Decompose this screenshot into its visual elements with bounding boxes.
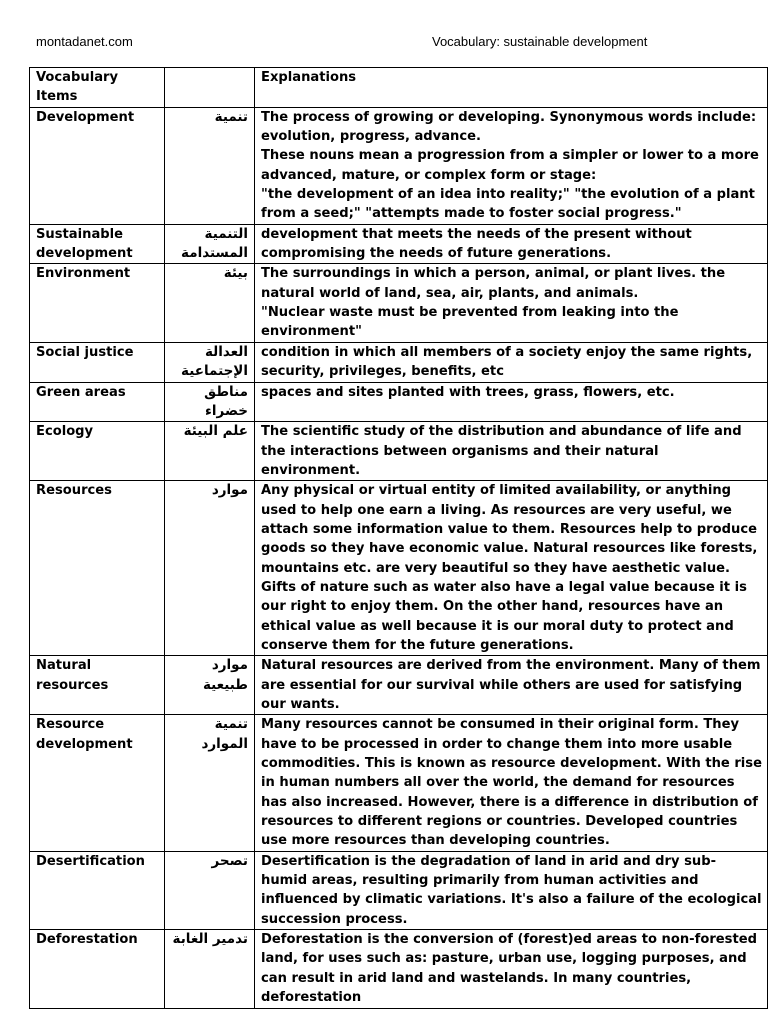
table-row	[30, 851, 768, 929]
table-row	[30, 715, 768, 851]
term-explanation: The process of growing or developing. Synonymous words include: evolution, progress, advance. These nouns mean a progression from a simpler or lower to a more advanced, mature, or complex form or stage: "the development of an idea into reality;" "the evolution of a plant from a seed;" "attempts made to foster social progress."	[255, 107, 768, 224]
page-topic: Vocabulary: sustainable development	[432, 34, 648, 49]
term-explanation: Deforestation is the conversion of (forest)ed areas to non-forested land, for uses such as: pasture, urban use, logging purposes, and can result in arid land and wastelands. In many countries, deforestation	[255, 930, 768, 1008]
vocabulary-term: Desertification	[30, 851, 165, 929]
vocabulary-term: Development	[30, 107, 165, 224]
site-name: montadanet.com	[36, 34, 133, 49]
table-row	[30, 107, 768, 224]
vocabulary-term: Natural resources	[30, 656, 165, 715]
table-row	[30, 264, 768, 342]
term-explanation: The surroundings in which a person, animal, or plant lives. the natural world of land, sea, air, plants, and animals. "Nuclear waste must be prevented from leaking into the environment"	[255, 264, 768, 342]
vocabulary-term: Resource development	[30, 715, 165, 851]
arabic-translation: علم البيئة	[165, 422, 255, 481]
arabic-translation: بيئة	[165, 264, 255, 342]
vocabulary-term: Social justice	[30, 342, 165, 382]
arabic-translation: العدالة الإجتماعية	[165, 342, 255, 382]
arabic-translation: موارد	[165, 481, 255, 656]
table-row	[30, 656, 768, 715]
header-explanations: Explanations	[255, 68, 768, 108]
header-vocabulary-items: Vocabulary Items	[30, 68, 165, 108]
vocabulary-table	[29, 67, 768, 1009]
vocabulary-term: Sustainable development	[30, 224, 165, 264]
arabic-translation: التنمية المستدامة	[165, 224, 255, 264]
table-row	[30, 382, 768, 422]
term-explanation: condition in which all members of a society enjoy the same rights, security, privileges, benefits, etc	[255, 342, 768, 382]
term-explanation: Natural resources are derived from the environment. Many of them are essential for our survival while others are used for satisfying our wants.	[255, 656, 768, 715]
header-arabic	[165, 68, 255, 108]
vocabulary-term: Ecology	[30, 422, 165, 481]
vocabulary-term: Deforestation	[30, 930, 165, 1008]
term-explanation: Any physical or virtual entity of limited availability, or anything used to help one earn a living. As resources are very useful, we attach some information value to them. Resources help to produce goods so they have economic value. Natural resources like forests, mountains etc. are very beautiful so they have aesthetic value. Gifts of nature such as water also have a legal value because it is our right to enjoy them. On the other hand, resources have an ethical value as well because it is our moral duty to protect and conserve them for the future generations.	[255, 481, 768, 656]
arabic-translation: تنمية الموارد	[165, 715, 255, 851]
arabic-translation: تصحر	[165, 851, 255, 929]
table-header-row	[30, 68, 768, 108]
arabic-translation: تدمير الغابة	[165, 930, 255, 1008]
table-row	[30, 342, 768, 382]
term-explanation: The scientific study of the distribution and abundance of life and the interactions between organisms and their natural environment.	[255, 422, 768, 481]
vocabulary-term: Environment	[30, 264, 165, 342]
term-explanation: development that meets the needs of the present without compromising the needs of future generations.	[255, 224, 768, 264]
table-row	[30, 930, 768, 1008]
term-explanation: Many resources cannot be consumed in their original form. They have to be processed in order to change them into more usable commodities. This is known as resource development. With the rise in human numbers all over the world, the demand for resources has also increased. However, there is a difference in distribution of resources to different regions or countries. Developed countries use more resources than developing countries.	[255, 715, 768, 851]
vocabulary-term: Green areas	[30, 382, 165, 422]
vocabulary-term: Resources	[30, 481, 165, 656]
arabic-translation: موارد طبيعية	[165, 656, 255, 715]
arabic-translation: مناطق خضراء	[165, 382, 255, 422]
table-row	[30, 224, 768, 264]
arabic-translation: تنمية	[165, 107, 255, 224]
term-explanation: Desertification is the degradation of land in arid and dry sub-humid areas, resulting primarily from human activities and influenced by climatic variations. It's also a failure of the ecological succession process.	[255, 851, 768, 929]
table-row	[30, 422, 768, 481]
table-row	[30, 481, 768, 656]
term-explanation: spaces and sites planted with trees, grass, flowers, etc.	[255, 382, 768, 422]
